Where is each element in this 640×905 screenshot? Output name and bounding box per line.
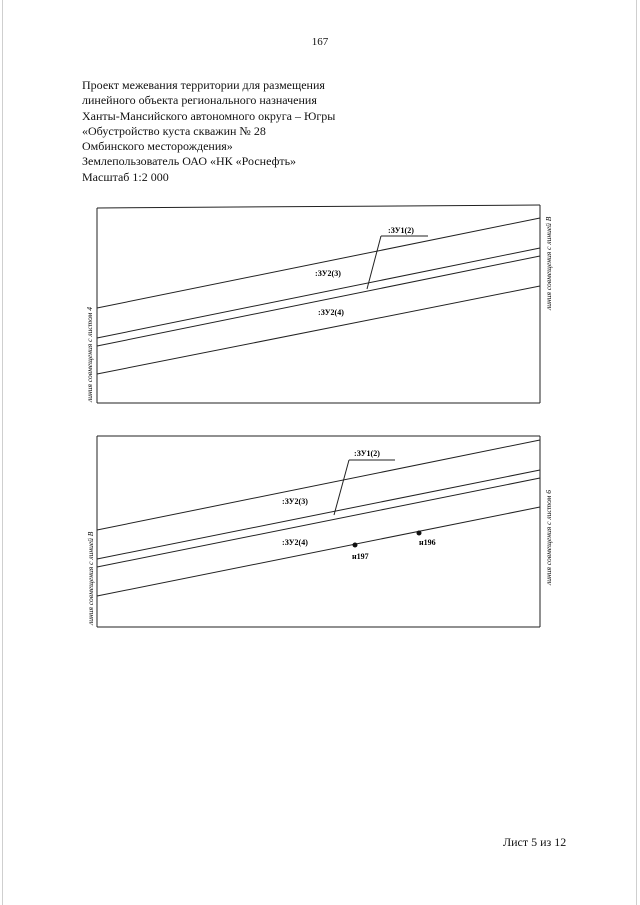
- map-sheet-lower: [0, 425, 640, 635]
- label-zu2-4: :ЗУ2(4): [282, 538, 308, 547]
- boundary-line-2: [97, 248, 540, 338]
- sheet-counter: Лист 5 из 12: [503, 835, 567, 849]
- boundary-line-2: [97, 470, 540, 559]
- header-line: Ханты-Мансийского автономного округа – Югры: [82, 108, 336, 123]
- header-line: Проект межевания территории для размещения: [82, 78, 325, 92]
- label-zu2-3: :ЗУ2(3): [315, 269, 341, 278]
- label-zu1: :ЗУ1(2): [354, 449, 380, 458]
- side-label-left: линия совмещения с линией В: [86, 531, 95, 625]
- point-n197-marker: [353, 543, 358, 548]
- boundary-line-3: [97, 478, 540, 567]
- side-label-right: линия совмещения с листом 6: [544, 490, 553, 585]
- label-zu2-4: :ЗУ2(4): [318, 308, 344, 317]
- frame-top: [97, 205, 540, 208]
- scale-line: Масштаб 1:2 000: [82, 169, 169, 184]
- map-sheet-upper: [0, 200, 640, 410]
- header-line: Землепользователь ОАО «НК «Роснефть»: [82, 154, 297, 169]
- label-zu1: :ЗУ1(2): [388, 226, 414, 235]
- side-label-right: линия совмещения с линией В: [544, 216, 553, 310]
- header-line: линейного объекта регионального назначения: [82, 93, 317, 108]
- label-point-n197: н197: [352, 552, 369, 561]
- page-number: 167: [311, 36, 329, 48]
- boundary-line-4: [97, 507, 540, 596]
- boundary-line-1: [97, 218, 540, 308]
- document-header: [82, 78, 335, 185]
- label-zu2-3: :ЗУ2(3): [282, 497, 308, 506]
- side-label-left: линия совмещения с листом 4: [85, 307, 94, 402]
- leader-zu1: [334, 460, 349, 515]
- map-drawing-lower: [0, 425, 640, 635]
- label-point-n196: н196: [419, 538, 436, 547]
- boundary-line-4: [97, 286, 540, 374]
- header-line: Омбинского месторождения»: [82, 139, 233, 154]
- point-n196-marker: [417, 531, 422, 536]
- header-line: «Обустройство куста скважин № 28: [82, 123, 266, 138]
- boundary-line-1: [97, 440, 540, 530]
- map-drawing-upper: [0, 200, 640, 410]
